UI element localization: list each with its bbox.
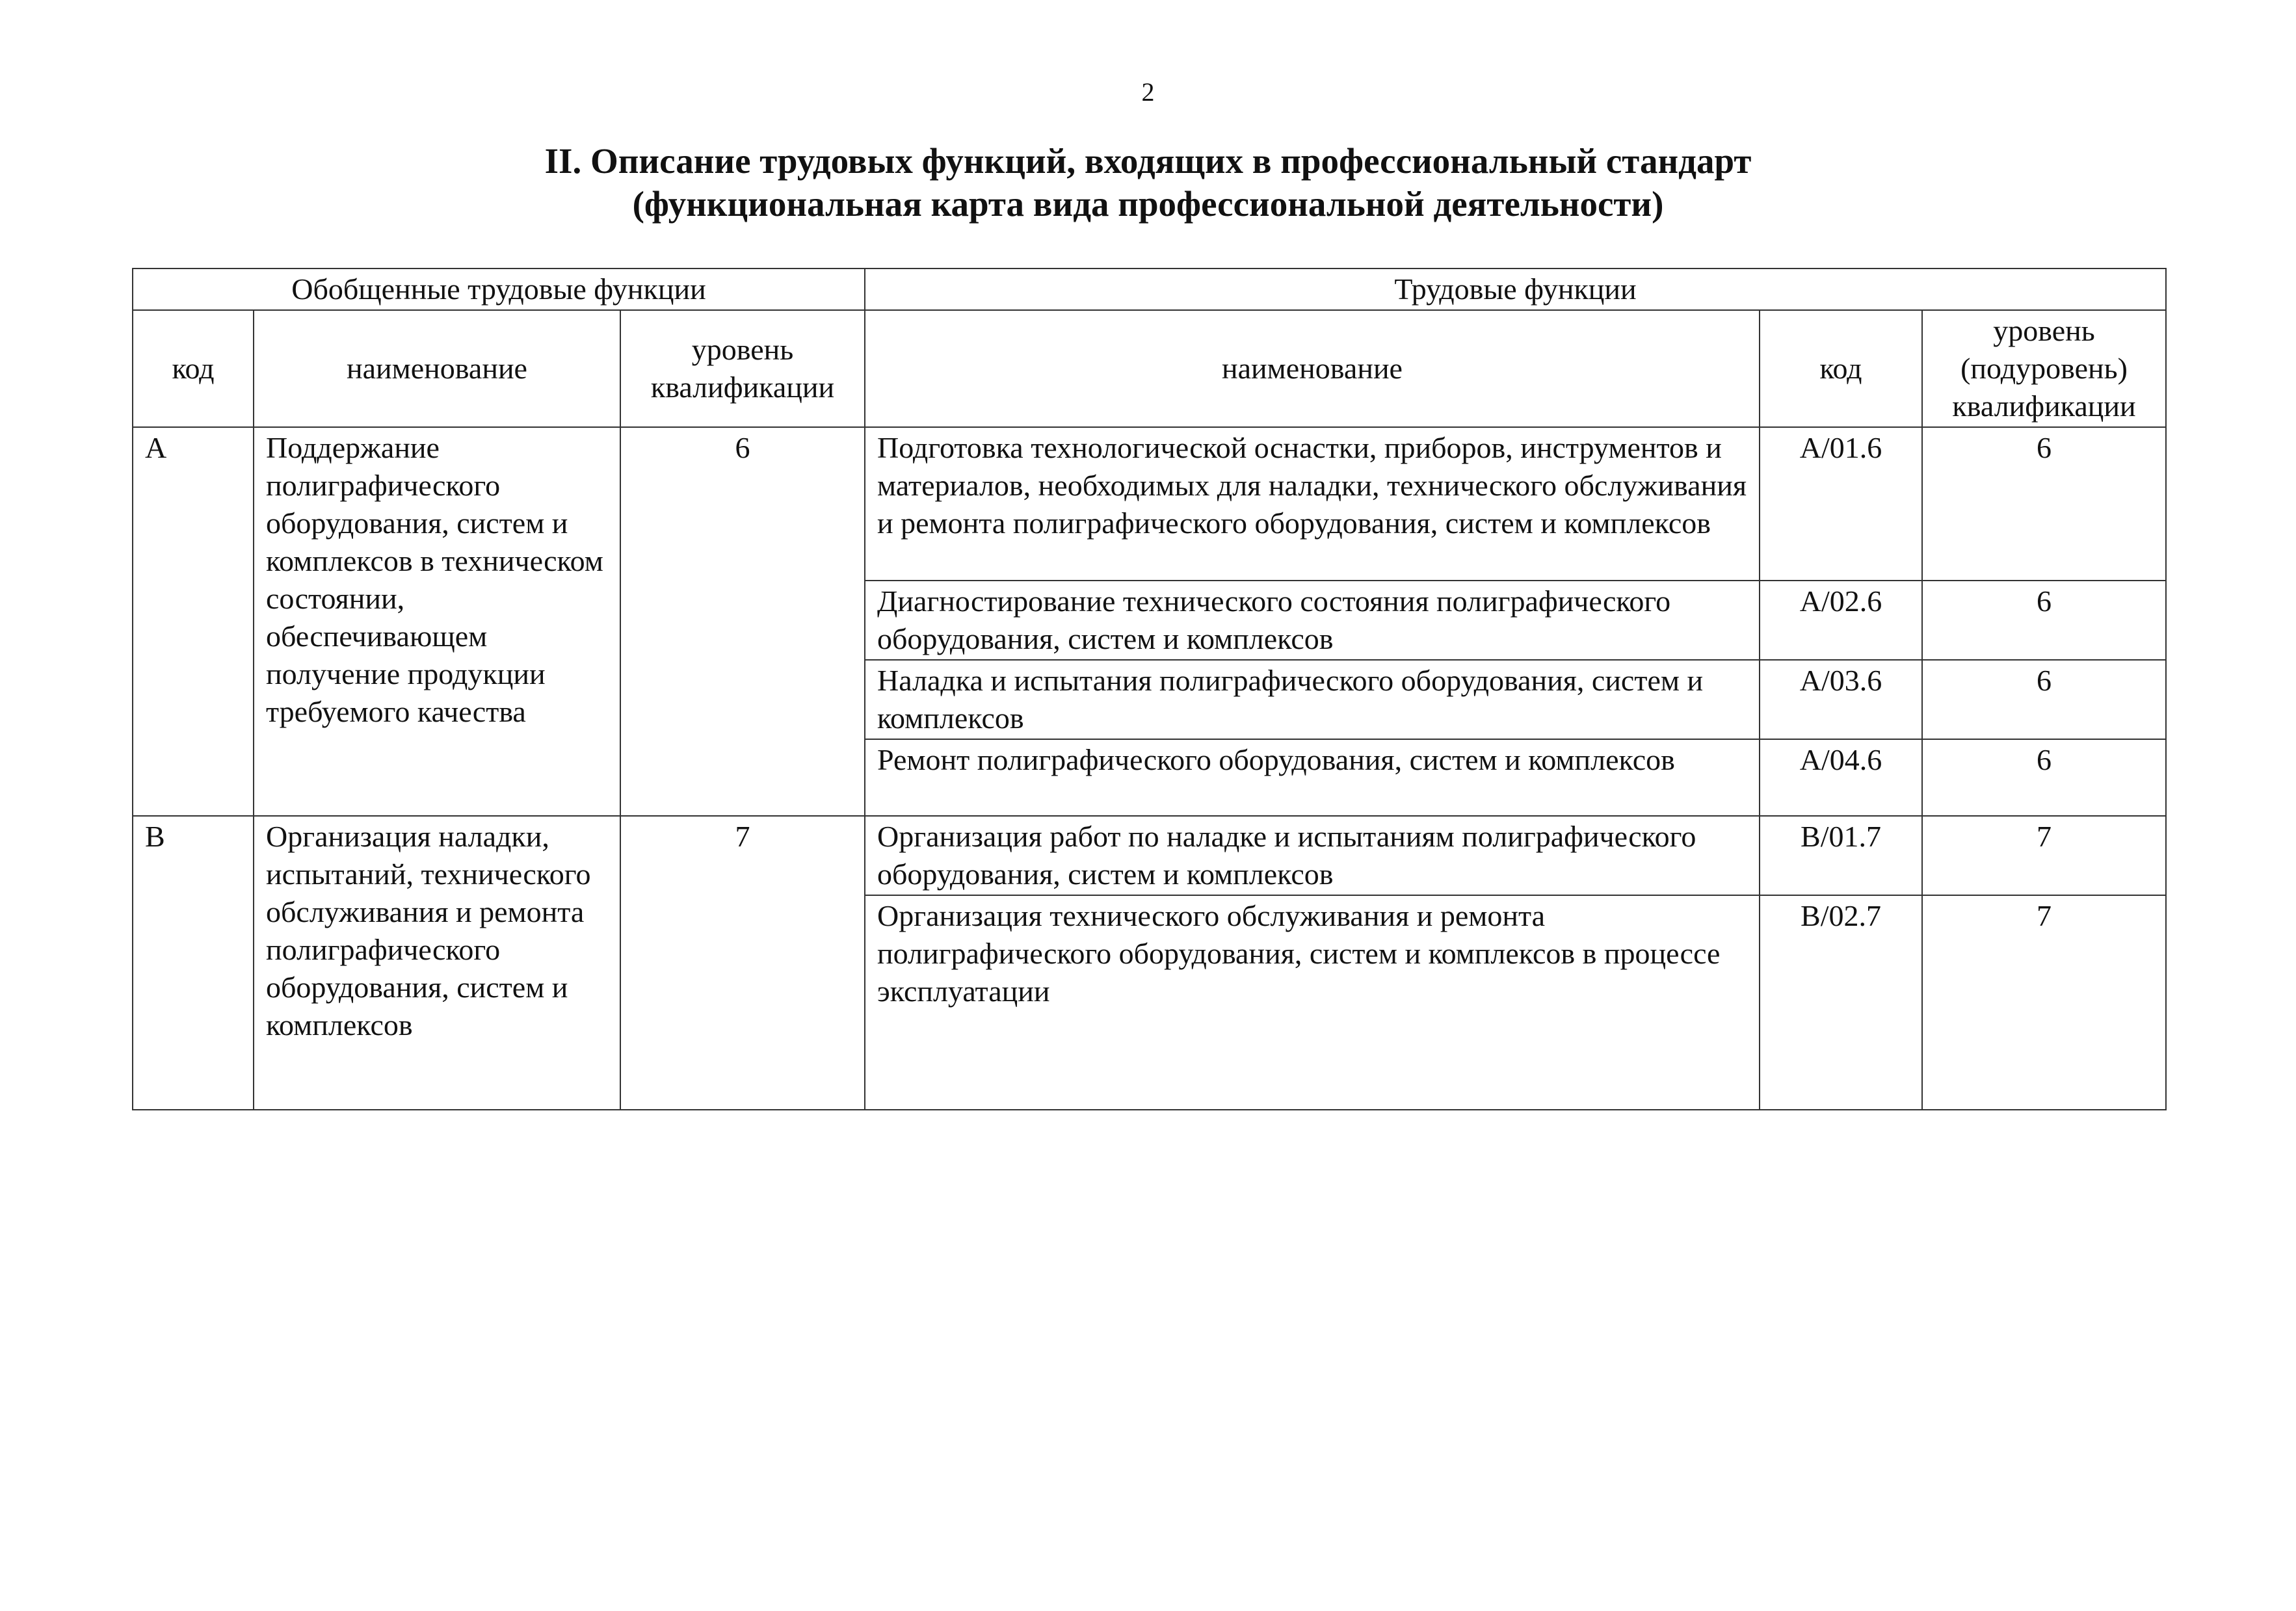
labor-functions-header: Трудовые функции bbox=[865, 268, 2166, 310]
function-code: B/01.7 bbox=[1760, 816, 1922, 895]
function-level: 6 bbox=[1922, 739, 2166, 816]
group-name: Поддержание полиграфического оборудования, систем и комплексов в техническом состоянии, обеспечивающем получение продукции требуемого качества bbox=[254, 427, 620, 816]
header-function-level: уровень (подуровень) квалификации bbox=[1922, 310, 2166, 427]
table-row bbox=[133, 816, 2166, 895]
function-level: 6 bbox=[1922, 427, 2166, 581]
function-name: Организация работ по наладке и испытаниям полиграфического оборудования, систем и комплексов bbox=[865, 816, 1760, 895]
functional-map-table bbox=[132, 268, 2167, 1110]
function-code: A/04.6 bbox=[1760, 739, 1922, 816]
function-code: A/01.6 bbox=[1760, 427, 1922, 581]
header-generalized-level: уровень квалификации bbox=[620, 310, 865, 427]
generalized-functions-header: Обобщенные трудовые функции bbox=[133, 268, 865, 310]
section-title-line-2: (функциональная карта вида профессиональной деятельности) bbox=[632, 184, 1664, 224]
function-level: 7 bbox=[1922, 816, 2166, 895]
section-title bbox=[0, 140, 2296, 226]
function-code: A/02.6 bbox=[1760, 581, 1922, 660]
function-name: Диагностирование технического состояния полиграфического оборудования, систем и комплексов bbox=[865, 581, 1760, 660]
function-level: 6 bbox=[1922, 581, 2166, 660]
column-header-row bbox=[133, 310, 2166, 427]
section-title-line-1: II. Описание трудовых функций, входящих в профессиональный стандарт bbox=[544, 141, 1752, 181]
group-name: Организация наладки, испытаний, технического обслуживания и ремонта полиграфического оборудования, систем и комплексов bbox=[254, 816, 620, 1110]
table-row bbox=[133, 427, 2166, 581]
header-function-code: код bbox=[1760, 310, 1922, 427]
function-name: Ремонт полиграфического оборудования, систем и комплексов bbox=[865, 739, 1760, 816]
function-code: B/02.7 bbox=[1760, 895, 1922, 1110]
function-code: A/03.6 bbox=[1760, 660, 1922, 739]
header-generalized-name: наименование bbox=[254, 310, 620, 427]
function-level: 6 bbox=[1922, 660, 2166, 739]
function-name: Наладка и испытания полиграфического оборудования, систем и комплексов bbox=[865, 660, 1760, 739]
page-number: 2 bbox=[1141, 77, 1155, 107]
group-level: 7 bbox=[620, 816, 865, 1110]
header-generalized-code: код bbox=[133, 310, 254, 427]
function-name: Организация технического обслуживания и ремонта полиграфического оборудования, систем и комплексов в процессе эксплуатации bbox=[865, 895, 1760, 1110]
header-function-name: наименование bbox=[865, 310, 1760, 427]
group-level: 6 bbox=[620, 427, 865, 816]
group-code: A bbox=[133, 427, 254, 816]
group-header-row bbox=[133, 268, 2166, 310]
function-level: 7 bbox=[1922, 895, 2166, 1110]
function-name: Подготовка технологической оснастки, приборов, инструментов и материалов, необходимых для наладки, технического обслуживания и ремонта полиграфического оборудования, систем и комплексов bbox=[865, 427, 1760, 581]
group-code: B bbox=[133, 816, 254, 1110]
